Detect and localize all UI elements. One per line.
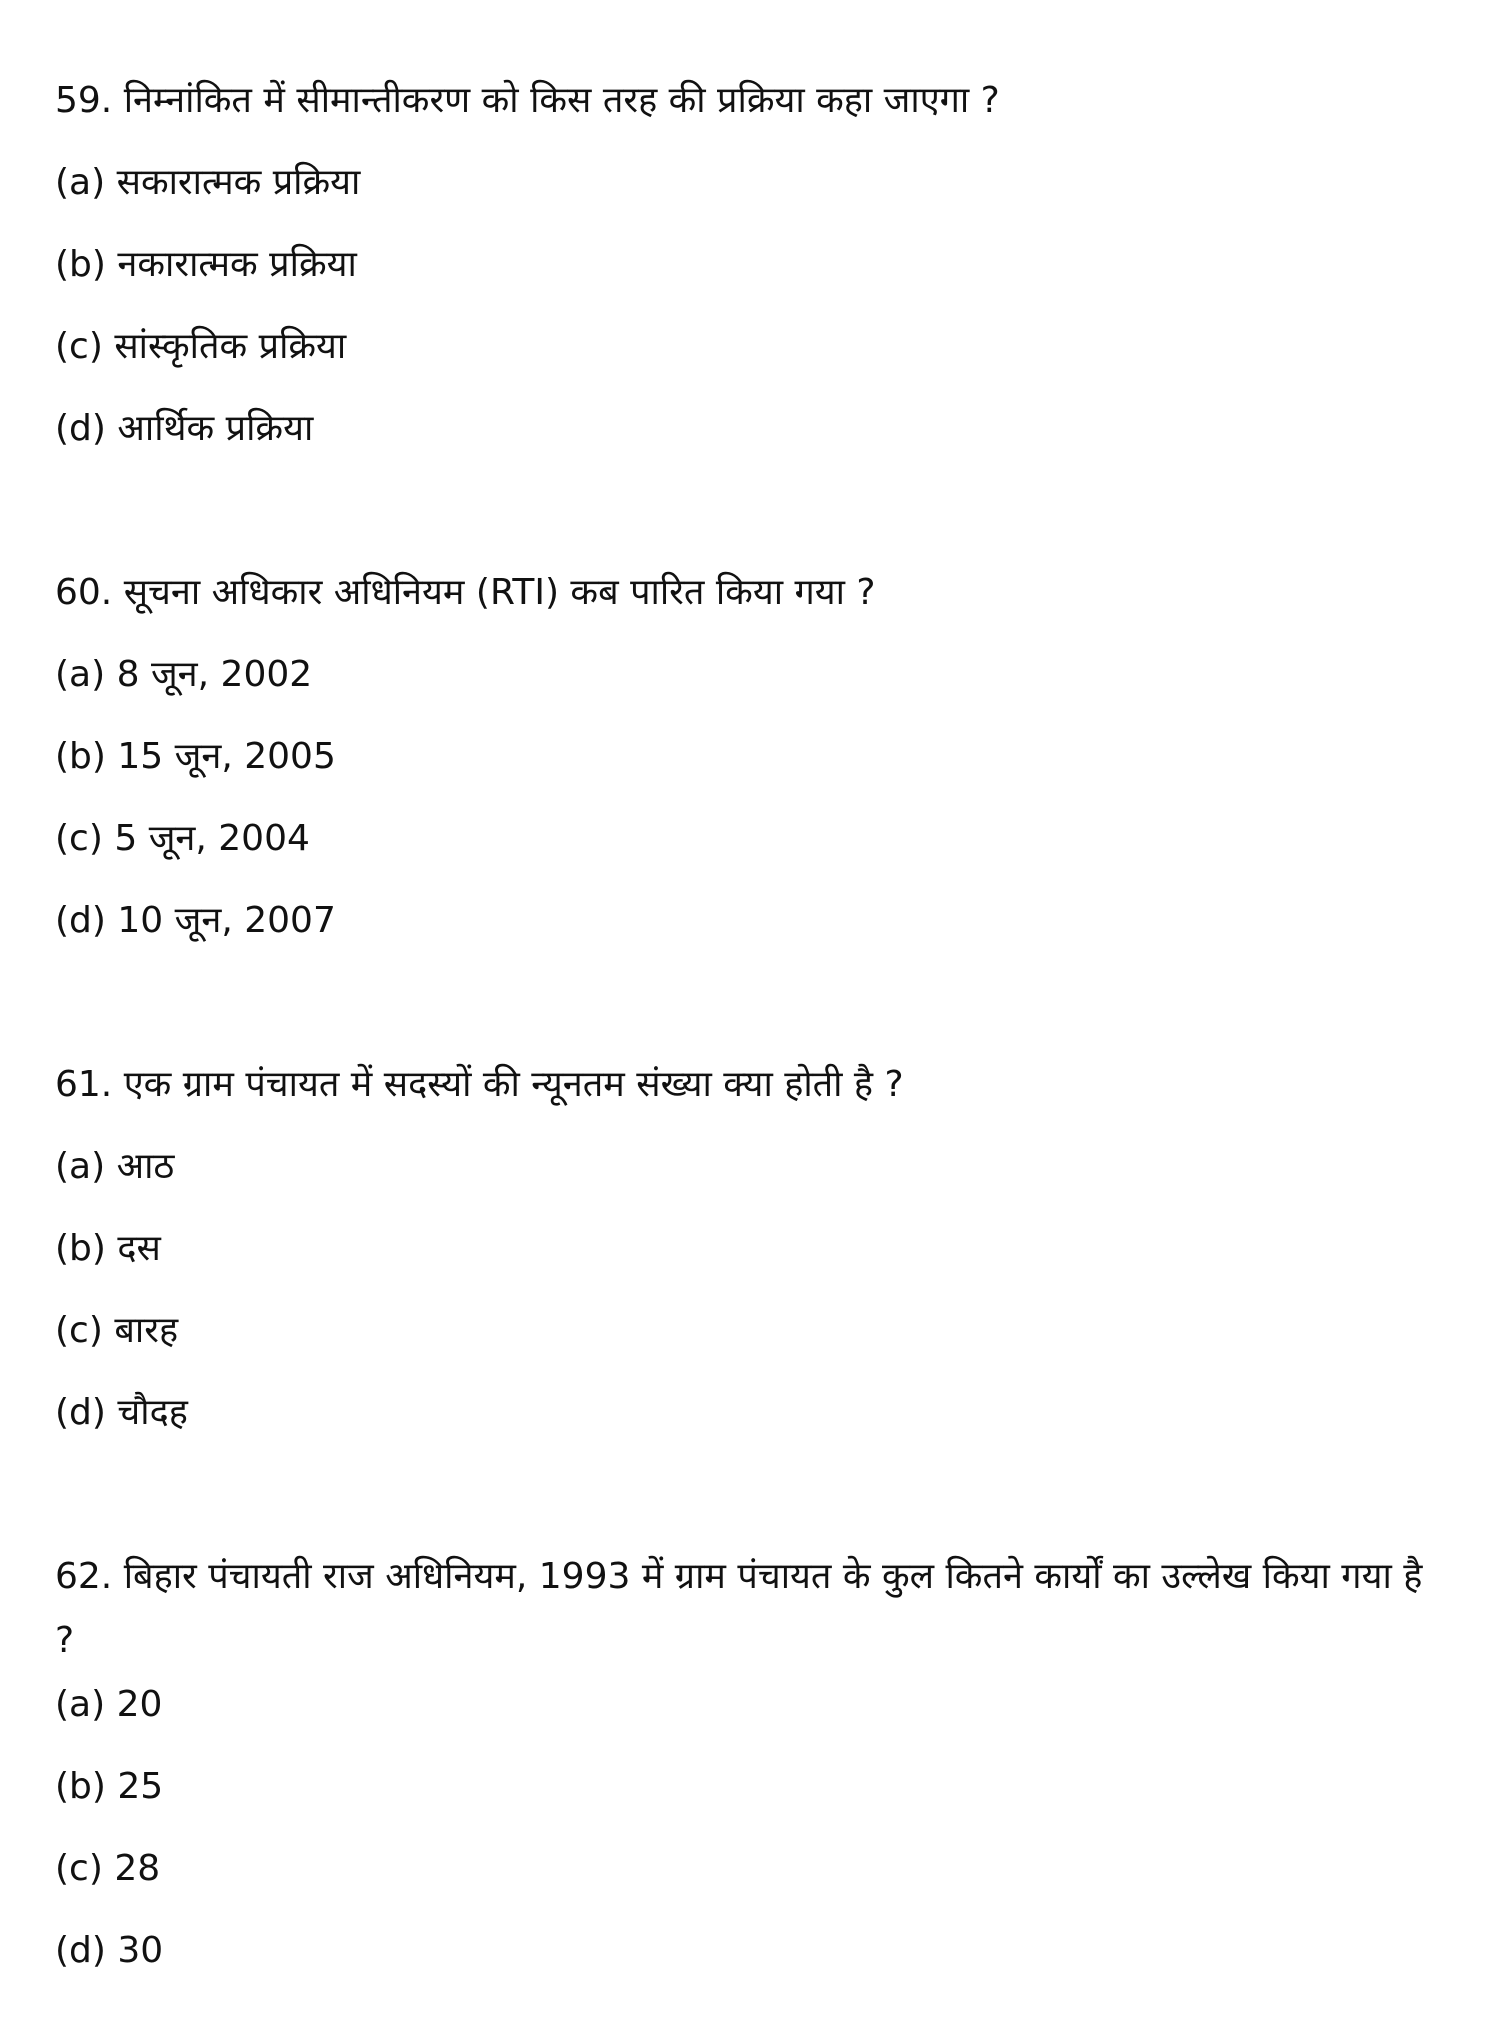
option-text: 30 <box>117 1930 164 1971</box>
option-label: (a) <box>55 654 106 695</box>
option-label: (b) <box>55 244 106 285</box>
option-item <box>55 1764 1455 1846</box>
option-text: 10 जून, 2007 <box>117 900 336 941</box>
option-item <box>55 1308 1455 1390</box>
option-item <box>55 734 1455 816</box>
question-body: निम्नांकित में सीमान्तीकरण को किस तरह की प्रक्रिया कहा जाएगा ? <box>123 80 1000 121</box>
option-text: 25 <box>117 1766 164 1807</box>
spacer <box>55 980 1455 1062</box>
spacer <box>55 488 1455 570</box>
question-text <box>55 570 1455 652</box>
option-item <box>55 242 1455 324</box>
option-item <box>55 1226 1455 1308</box>
option-text: सकारात्मक प्रक्रिया <box>116 162 361 203</box>
question-block <box>55 78 1455 488</box>
question-body: सूचना अधिकार अधिनियम (RTI) कब पारित किया गया ? <box>123 572 876 613</box>
option-text: 5 जून, 2004 <box>114 818 310 859</box>
option-item <box>55 652 1455 734</box>
option-label: (c) <box>55 326 103 367</box>
option-label: (d) <box>55 408 106 449</box>
question-body: बिहार पंचायती राज अधिनियम, 1993 में ग्राम पंचायत के कुल कितने कार्यों का उल्लेख किया गया है ? <box>55 1556 1423 1661</box>
option-text: आठ <box>116 1146 175 1187</box>
question-number: 59. <box>55 80 113 121</box>
question-text <box>55 1062 1455 1144</box>
option-item <box>55 898 1455 980</box>
option-item <box>55 1144 1455 1226</box>
option-text: बारह <box>114 1310 179 1351</box>
spacer <box>55 1472 1455 1554</box>
question-block <box>55 1062 1455 1472</box>
option-label: (b) <box>55 1766 106 1807</box>
question-page <box>55 78 1455 2010</box>
option-label: (b) <box>55 736 106 777</box>
question-block <box>55 570 1455 980</box>
option-item <box>55 1682 1455 1764</box>
option-label: (c) <box>55 1848 103 1889</box>
option-label: (a) <box>55 1684 106 1725</box>
question-body: एक ग्राम पंचायत में सदस्यों की न्यूनतम संख्या क्या होती है ? <box>123 1064 904 1105</box>
option-label: (a) <box>55 1146 106 1187</box>
question-number: 61. <box>55 1064 113 1105</box>
option-label: (c) <box>55 1310 103 1351</box>
option-item <box>55 1928 1455 2010</box>
option-text: सांस्कृतिक प्रक्रिया <box>114 326 347 367</box>
option-item <box>55 160 1455 242</box>
question-number: 62. <box>55 1556 113 1597</box>
option-text: 15 जून, 2005 <box>117 736 336 777</box>
question-number: 60. <box>55 572 113 613</box>
option-item <box>55 1846 1455 1928</box>
question-block <box>55 1545 1455 2010</box>
option-text: 20 <box>116 1684 163 1725</box>
option-item <box>55 1390 1455 1472</box>
option-label: (b) <box>55 1228 106 1269</box>
option-text: दस <box>117 1228 161 1269</box>
option-text: आर्थिक प्रक्रिया <box>117 408 314 449</box>
option-label: (d) <box>55 900 106 941</box>
option-item <box>55 816 1455 898</box>
option-text: चौदह <box>117 1392 188 1433</box>
option-label: (c) <box>55 818 103 859</box>
option-label: (d) <box>55 1930 106 1971</box>
option-text: नकारात्मक प्रक्रिया <box>117 244 357 285</box>
question-text <box>55 1545 1435 1673</box>
option-label: (d) <box>55 1392 106 1433</box>
option-text: 28 <box>114 1848 161 1889</box>
option-text: 8 जून, 2002 <box>116 654 313 695</box>
question-text <box>55 78 1455 160</box>
option-label: (a) <box>55 162 106 203</box>
option-item <box>55 406 1455 488</box>
option-item <box>55 324 1455 406</box>
